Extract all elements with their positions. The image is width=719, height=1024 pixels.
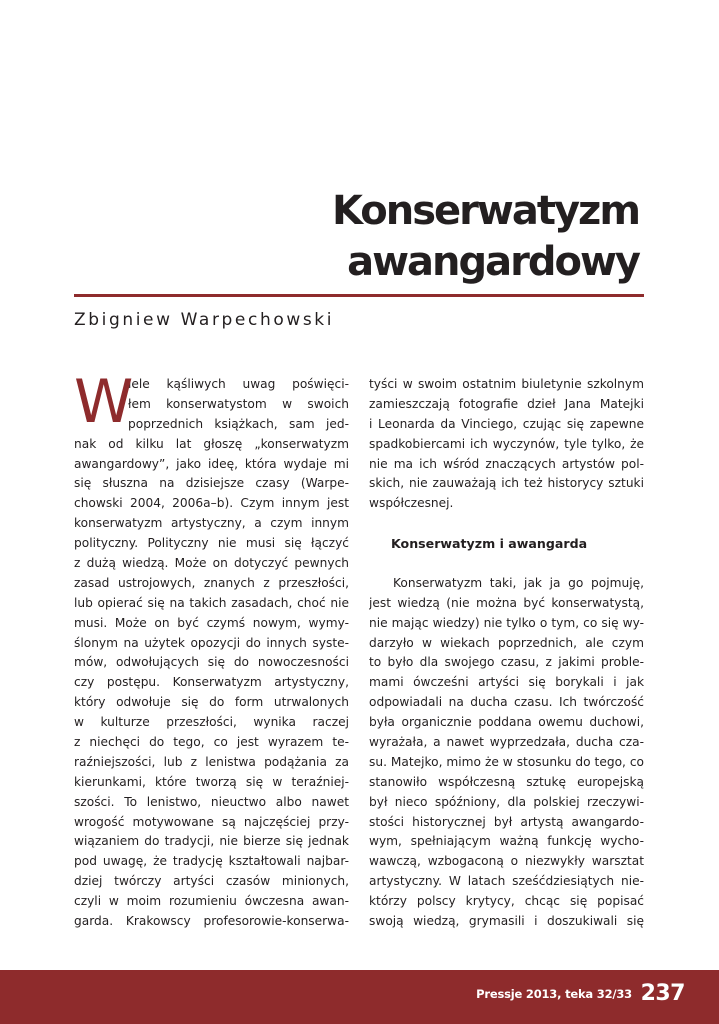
- title-rule: [74, 294, 644, 297]
- text-line: współczesnej.: [369, 496, 454, 511]
- text-line: mami ówcześni artyści się borykali i jak: [369, 675, 644, 690]
- text-line: ślonym na użytek opozycji do innych syste-: [74, 635, 349, 650]
- text-line: szości. To lenistwo, nieuctwo albo nawet: [74, 794, 349, 809]
- text-line: raźniejszości, lub z lenistwa podążania za: [74, 754, 349, 769]
- author-name: Zbigniew Warpechowski: [74, 310, 335, 330]
- text-line: lub opierać się na takich zasadach, choć nie: [74, 595, 349, 610]
- left-column-text: [74, 367, 349, 932]
- text-line: pod uwagę, że tradycję kształtowali najbar-: [74, 854, 349, 869]
- text-line: był nieco spóźniony, dla polskiej rzeczywi-: [369, 794, 644, 809]
- section-heading: Konserwatyzm i awangarda: [391, 536, 588, 552]
- text-line: iele kąśliwych uwag poświęci-: [128, 377, 349, 391]
- text-line: konserwatyzm artystyczny, a czym innym: [74, 516, 349, 531]
- text-line: z dużą wiedzą. Może on dotyczyć pewnych: [74, 556, 349, 571]
- text-line: jest wiedzą (nie można być konserwatystą,: [369, 595, 644, 610]
- text-line: kierunkami, które tworzą się w teraźniej-: [74, 774, 349, 789]
- text-line: nie ma ich wśród znaczących artystów pol-: [369, 456, 644, 471]
- text-line: zasad ustrojowych, znanych z przeszłości,: [74, 575, 349, 590]
- text-line: poprzednich książkach, sam jed-: [128, 416, 349, 431]
- text-line: wawczą, wzbogaconą o niezwykły warsztat: [369, 854, 644, 869]
- text-line: nak od kilku lat głoszę „konserwatyzm: [74, 436, 349, 451]
- text-line: się słuszna na dzisiejsze czasy (Warpe-: [74, 476, 349, 491]
- text-line: skich, nie zauważają ich też historycy sztuki: [369, 476, 644, 491]
- journal-info: Pressje 2013, teka 32/33: [476, 987, 632, 1001]
- text-line: to było dla swojego czasu, z jakimi proble-: [369, 655, 644, 670]
- page-footer: [0, 970, 719, 1024]
- text-line: dziej twórczy artyści czasów minionych,: [74, 874, 349, 889]
- text-line: tyści w swoim ostatnim biuletynie szkolnym: [369, 377, 644, 391]
- text-line: nie mając wiedzy) nie tylko o tym, co się wy-: [369, 615, 644, 630]
- text-line: w kulturze przeszłości, wynika raczej: [74, 715, 349, 730]
- text-line: spadkobiercami ich wyczynów, tyle tylko, że: [369, 436, 644, 451]
- spacer: [369, 514, 644, 534]
- text-line: wiązaniem do tradycji, nie bierze się jednak: [74, 834, 349, 849]
- article-title: [332, 186, 639, 288]
- text-line: chowski 2004, 2006a–b). Czym innym jest: [74, 496, 349, 511]
- text-line: awangardowy”, jako ideę, która wydaje mi: [74, 456, 349, 471]
- text-line: odpowiadali na ducha czasu. Ich twórczość: [369, 695, 644, 710]
- text-line: swoją wiedzą, grymasili i doszukiwali się: [369, 914, 644, 929]
- text-line: stości historycznej był artystą awangardo-: [369, 814, 644, 829]
- text-line: którzy polscy krytycy, chcąc się popisać: [369, 894, 644, 909]
- text-line: wym, spełniającym ważną funkcję wycho-: [369, 834, 644, 849]
- text-line: wrogość motywowane są najczęściej przy-: [74, 814, 349, 829]
- dropcap-letter: W: [74, 367, 134, 437]
- left-column: [74, 367, 349, 932]
- text-line: który odwołuje się do form utrwalonych: [74, 695, 349, 710]
- right-column-body: [369, 574, 644, 932]
- text-line: garda. Krakowscy profesorowie-konserwa-: [74, 914, 349, 929]
- text-line: z niechęci do tego, co jest wyrazem te-: [74, 735, 349, 750]
- text-line: Konserwatyzm taki, jak ja go pojmuję,: [393, 575, 644, 590]
- text-line: łem konserwatystom w swoich: [128, 396, 349, 411]
- text-line: była organicznie poddana owemu duchowi,: [369, 715, 644, 730]
- title-line-2: awangardowy: [347, 239, 639, 285]
- text-line: stanowiło współczesną sztukę europejską: [369, 774, 644, 789]
- right-column: [369, 375, 644, 932]
- text-line: musi. Może on być czymś nowym, wymy-: [74, 615, 349, 630]
- text-line: zamieszczają fotografie dzieł Jana Matejki: [369, 396, 644, 411]
- page-number: 237: [640, 981, 685, 1006]
- text-line: polityczny. Polityczny nie musi się łączyć: [74, 536, 349, 551]
- right-column-intro: [369, 375, 644, 514]
- spacer: [369, 554, 644, 574]
- text-line: artystyczny. W latach sześćdziesiątych nie-: [369, 874, 644, 889]
- text-line: i Leonarda da Vinciego, czując się zapewne: [369, 416, 644, 431]
- text-line: darzyło w wiekach poprzednich, ale czym: [369, 635, 644, 650]
- title-line-1: Konserwatyzm: [331, 188, 639, 234]
- text-line: czy postępu. Konserwatyzm artystyczny,: [74, 675, 349, 690]
- text-line: wyrażała, a nawet wyprzedzała, ducha cza-: [369, 735, 644, 750]
- text-line: mów, odwołujących się do nowoczesności: [74, 655, 349, 670]
- text-line: czyli w moim rozumieniu ówczesna awan-: [74, 894, 349, 909]
- text-line: su. Matejko, mimo że w stosunku do tego, co: [369, 754, 644, 769]
